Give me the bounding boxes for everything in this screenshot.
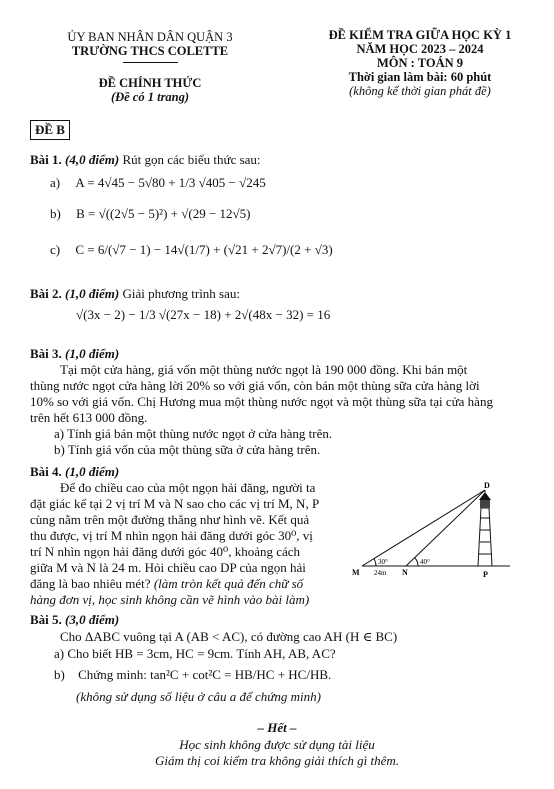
- bai5-b: [54, 667, 331, 683]
- official-block: [40, 76, 260, 104]
- bai1-c: [50, 242, 333, 258]
- bai3-points: (1,0 điểm): [65, 346, 120, 361]
- label-m: M: [352, 568, 360, 577]
- bai2-title: Bài 2.: [30, 286, 62, 301]
- dept-name: ỦY BAN NHÂN DÂN QUẬN 3: [67, 30, 233, 44]
- footer-line1: Học sinh không được sử dụng tài liệu: [179, 737, 375, 752]
- bai4-heading: [30, 464, 119, 480]
- bai3-a: a) Tính giá bán một thùng nước ngọt ở cửa hàng trên.: [54, 426, 333, 441]
- bai2-heading: [30, 286, 240, 302]
- bai1-b: [50, 206, 251, 222]
- bai3-body: [30, 362, 530, 458]
- header-rule: [123, 62, 178, 63]
- line-nd: [406, 490, 485, 566]
- bai4-line6: giữa M và N là 24 m. Hỏi chiều cao DP của ngọn hải: [30, 560, 306, 575]
- bai3-b: b) Tính giá vốn của một thùng sữa ở cửa hàng trên.: [54, 442, 321, 457]
- subject: MÔN : TOÁN 9: [377, 56, 463, 70]
- bai4-title: Bài 4.: [30, 464, 62, 479]
- bai5-b-expr: tan²C + cot²C = HB/HC + HC/HB.: [150, 667, 332, 682]
- label-d: D: [484, 481, 490, 490]
- bai4-line2: đặt giác kế tại 2 vị trí M và N sao cho các vị trí M, N, P: [30, 496, 320, 511]
- bai4-line1: Để đo chiều cao của một ngọn hải đăng, người ta: [60, 480, 316, 495]
- label-dist: 24m: [374, 569, 387, 577]
- bai4-line3: cùng nằm trên một đường thẳng như hình vẽ. Kết quả: [30, 512, 310, 527]
- exam-code: ĐỀ B: [30, 120, 70, 140]
- bai5-points: (3,0 điểm): [65, 612, 120, 627]
- duration-note: (không kể thời gian phát đề): [349, 84, 491, 98]
- bai4-points: (1,0 điểm): [65, 464, 120, 479]
- bai5-intro: Cho ΔABC vuông tại A (AB < AC), có đường cao AH (H ∈ BC): [60, 629, 398, 644]
- bai5-note: (không sử dụng số liệu ở câu a để chứng minh): [76, 689, 321, 704]
- label-p: P: [483, 570, 488, 579]
- bai4-line7: [30, 576, 340, 592]
- bai1-b-label: b): [50, 206, 61, 221]
- bai4-question: đăng là bao nhiêu mét?: [30, 576, 151, 591]
- bai1-b-expr: B = √((2√5 − 5)²) + √(29 − 12√5): [76, 206, 251, 221]
- bai3-line3: 10% so với giá vốn. Chị Hương mua một thùng nước ngọt và một thùng sữa tại cửa hàng: [30, 394, 493, 409]
- footer-line2: Giám thị coi kiểm tra không giải thích gì thêm.: [154, 753, 400, 768]
- header-right: [300, 28, 540, 98]
- bai3-heading: [30, 346, 119, 362]
- header-left: [40, 30, 260, 58]
- bai1-a-expr: A = 4√45 − 5√80 + 1/3 √405 − √245: [75, 175, 266, 190]
- bai4-line5: trí N nhìn ngọn hải đăng dưới góc 40⁰, khoảng cách: [30, 544, 301, 559]
- bai1-a: [50, 175, 266, 191]
- footer-notes: [0, 737, 554, 769]
- angle-m-arc: [374, 559, 376, 566]
- bai1-c-expr: C = 6/(√7 − 1) − 14√(1/7) + (√21 + 2√7)/(2 + √3): [75, 242, 333, 257]
- exam-title: ĐỀ KIỂM TRA GIỮA HỌC KỲ 1: [328, 28, 512, 42]
- bai2-points: (1,0 điểm): [65, 286, 120, 301]
- bai2-expr: √(3x − 2) − 1/3 √(27x − 18) + 2√(48x − 32) = 16: [76, 307, 331, 322]
- lighthouse-figure: [350, 478, 520, 582]
- bai4-round-note: (làm tròn kết quả đến chữ số: [153, 576, 304, 591]
- school-year: NĂM HỌC 2023 – 2024: [356, 42, 484, 56]
- official-label: ĐỀ CHÍNH THỨC: [98, 76, 202, 90]
- bai5-b-text: Chứng minh:: [78, 667, 147, 682]
- lighthouse-icon: [478, 492, 492, 566]
- bai5-b-label: b): [54, 667, 65, 682]
- bai1-title: Bài 1.: [30, 152, 62, 167]
- bai5-title: Bài 5.: [30, 612, 62, 627]
- angle-n-arc: [415, 558, 418, 566]
- end-mark: – Hết –: [257, 720, 297, 735]
- bai1-heading: [30, 152, 261, 168]
- bai4-line8: hàng đơn vị, học sinh không cần vẽ hình vào bài làm): [30, 592, 310, 607]
- bai1-c-label: c): [50, 242, 61, 257]
- label-angle-m: 30°: [378, 558, 388, 566]
- school-name: TRƯỜNG THCS COLETTE: [71, 44, 229, 58]
- bai1-text: Rút gọn các biểu thức sau:: [122, 152, 261, 167]
- duration: Thời gian làm bài: 60 phút: [348, 70, 492, 84]
- bai1-points: (4,0 điểm): [65, 152, 120, 167]
- label-n: N: [402, 568, 408, 577]
- line-md: [362, 490, 485, 566]
- label-angle-n: 40°: [420, 558, 430, 566]
- bai2-text: Giải phương trình sau:: [122, 286, 240, 301]
- bai5-heading: [30, 612, 119, 628]
- bai3-line2: thùng nước ngọt cửa hàng lời 20% so với giá vốn, còn bán một thùng sữa cửa hàng lời: [30, 378, 480, 393]
- bai1-a-label: a): [50, 175, 61, 190]
- bai4-line4: thu được, vị trí M nhìn ngọn hải đăng dưới góc 30⁰, vị: [30, 528, 313, 543]
- bai4-body: [30, 480, 340, 608]
- pages-note: (Đề có 1 trang): [110, 90, 190, 104]
- bai3-line1: Tại một cửa hàng, giá vốn một thùng nước ngọt là 190 000 đồng. Khi bán một: [60, 362, 468, 377]
- bai5-a: a) Cho biết HB = 3cm, HC = 9cm. Tính AH, AB, AC?: [54, 646, 336, 661]
- bai3-title: Bài 3.: [30, 346, 62, 361]
- bai3-line4: trên hết 613 000 đồng.: [30, 410, 148, 425]
